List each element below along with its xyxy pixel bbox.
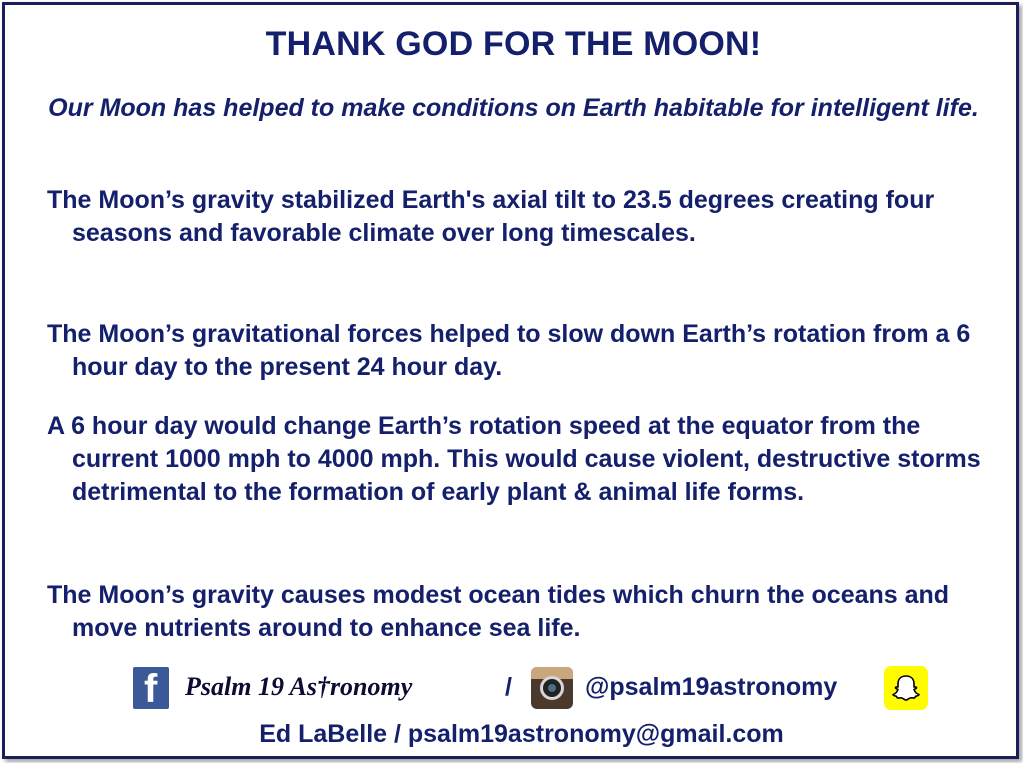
paragraph-rotation-speed: A 6 hour day would change Earth’s rotation speed at the equator from the current 1000 mph to 4000 mph. This would cause violent, destructive storms detrimental to the formation of early plant & animal life forms. [47,412,981,506]
facebook-icon[interactable] [133,667,169,709]
facebook-letter: f [144,667,158,711]
subtitle: Our Moon has helped to make conditions on Earth habitable for intelligent life. [48,94,979,122]
instagram-icon[interactable] [531,667,573,709]
snapchat-ghost-icon [890,672,922,704]
paragraph-rotation: The Moon’s gravitational forces helped to slow down Earth’s rotation from a 6 hour day to the present 24 hour day. [47,320,971,381]
snapchat-icon[interactable] [884,666,928,710]
poster-frame [2,2,1019,759]
brand-name: Psalm 19 As†ronomy [185,672,413,701]
instagram-icon-lens [540,676,564,700]
page-title: THANK GOD FOR THE MOON! [265,25,762,63]
paragraph-ocean-tides: The Moon’s gravity causes modest ocean tides which churn the oceans and move nutrients around to enhance sea life. [47,581,950,642]
separator: / [505,673,512,701]
social-handle[interactable]: @psalm19astronomy [585,673,838,701]
social-row [5,665,1022,713]
paragraph-axial-tilt: The Moon’s gravity stabilized Earth's axial tilt to 23.5 degrees creating four seasons and favorable climate over long timescales. [47,186,935,247]
footer-contact: Ed LaBelle / psalm19astronomy@gmail.com [259,720,784,748]
